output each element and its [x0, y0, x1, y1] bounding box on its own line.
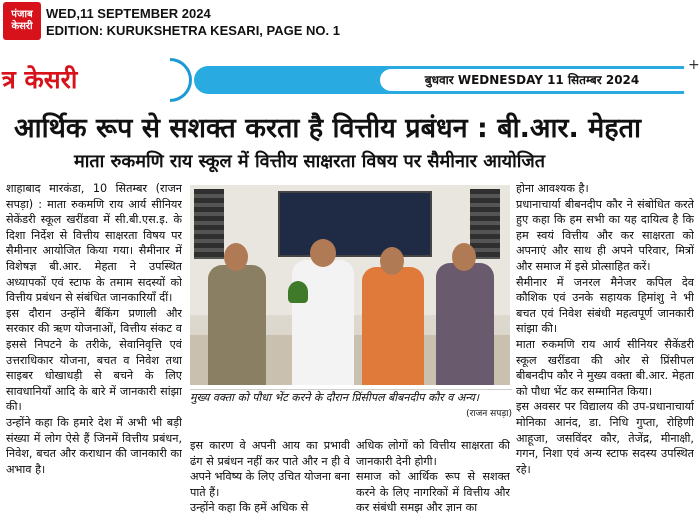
paragraph: प्रधानाचार्या बीबनदीप कौर ने संबोधित करते हुए कहा कि हम सभी का यह दायित्व है कि हम स्वयं वित्तीय और कर साक्षरता को अपनाएं और साथ ही अपने परिवार, मित्रों और समाज में इसे प्रोत्साहित करें।	[516, 197, 694, 273]
article-headline: आर्थिक रूप से सशक्त करता है वित्तीय प्रबंधन : बी.आर. मेहता	[14, 113, 642, 144]
photo-head	[224, 243, 248, 271]
masthead-arc	[170, 58, 192, 102]
paragraph: माता रुकमणि राय आर्य सीनियर सैकेंडरी स्कूल खरींडवा की ओर से प्रिंसीपल बीबनदीप कौर ने मुख्य वक्ता बी.आर. मेहता को पौधा भेंट कर सम्मानित किया।	[516, 337, 694, 398]
logo-text: पंजाब केसरी	[11, 9, 33, 32]
photo-person	[292, 260, 354, 385]
paragraph: होना आवश्यक है।	[516, 182, 589, 195]
paragraph: उन्होंने कहा कि हमें अधिक से	[190, 501, 309, 515]
photo-credit: (राजन सपड़ा)	[466, 409, 512, 419]
article-column-3	[356, 438, 510, 523]
article-column-2	[190, 438, 350, 523]
article-column-4	[516, 181, 694, 521]
paragraph: उन्होंने कहा कि हमारे देश में अभी भी बड़ी संख्या में लोग ऐसे हैं जिनमें वित्तीय प्रबंधन, निवेश, बचत और कराधान की जानकारी का अभाव है।	[6, 415, 182, 476]
photo-person	[436, 263, 494, 385]
clipping-date: WED,11 SEPTEMBER 2024	[46, 6, 211, 21]
article-column-1	[6, 181, 182, 521]
article-subheadline: माता रुकमणि राय स्कूल में वित्तीय साक्षरता विषय पर सैमीनार आयोजित	[74, 151, 546, 172]
clipping-edition: EDITION: KURUKSHETRA KESARI, PAGE NO. 1	[46, 23, 340, 38]
paragraph: अधिक लोगों को वित्तीय साक्षरता की जानकारी देनी होगी।	[356, 439, 510, 468]
article-photo	[190, 185, 510, 385]
photo-blinds	[194, 189, 224, 259]
masthead-date: बुधवार WEDNESDAY 11 सितम्बर 2024	[380, 69, 684, 91]
photo-screen	[278, 191, 432, 257]
masthead-brand: त्र केसरी	[0, 58, 174, 102]
paragraph: समाज को आर्थिक रूप से सशक्त करने के लिए नागरिकों में वित्तीय और कर संबंधी समझ और ज्ञान का	[356, 470, 510, 515]
masthead	[0, 58, 700, 102]
photo-head	[380, 247, 404, 275]
photo-caption	[190, 389, 512, 434]
paragraph: सैमीनार में जनरल मैनेजर कपिल देव कौशिक एवं उनके सहायक हिमांशु ने भी बचत एवं निवेश संबंधी महत्वपूर्ण जानकारी सांझा की।	[516, 275, 694, 336]
photo-person	[208, 265, 266, 385]
photo-blinds	[470, 189, 500, 259]
crop-mark-icon: +	[688, 57, 700, 73]
photo-caption-text: मुख्य वक्ता को पौधा भेंट करने के दौरान प्रिंसीपल बीबनदीप कौर व अन्य।	[190, 391, 480, 404]
photo-head	[452, 243, 476, 271]
paragraph: इस अवसर पर विद्यालय की उप-प्रधानाचार्या मोनिका आनंद, डा. निधि गुप्ता, रोहिणी आहूजा, जसविंदर कौर, तेजेंद्र, मीनाक्षी, गगन, निशा एवं अन्य स्टाफ सदस्य उपस्थित रहे।	[516, 400, 694, 476]
clipping-header	[0, 0, 700, 44]
paragraph: शाहाबाद मारकंडा, 10 सितम्बर (राजन सपड़ा) : माता रुकमणि राय आर्य सीनियर सेकेंडरी स्कूल खरींडवा में सी.बी.एस.इ. के दिशा निर्देश से वित्तीय साक्षरता विषय पर सैमीनार आयोजित किया गया। सैमीनार में विशेषज्ञ बी.आर. मेहता ने उपस्थित अध्यापकों एवं स्टाफ के तमाम सदस्यों को वित्तीय प्रबंधन से संबंधित जानकारियाँ दीं।	[6, 182, 182, 305]
newspaper-logo	[3, 2, 41, 40]
plant-gift	[288, 281, 308, 303]
paragraph: इस कारण वे अपनी आय का प्रभावी ढंग से प्रबंधन नहीं कर पाते और न ही वे अपने भविष्य के लिए उचित योजना बना पाते हैं।	[190, 439, 350, 499]
photo-head	[310, 239, 336, 267]
paragraph: इस दौरान उन्होंने बैंकिंग प्रणाली और सरकार की ऋण योजनाओं, वित्तीय संकट व इससे निपटने के तरीके, सेवानिवृत्ति एवं उत्तराधिकार योजना, बचत व निवेश तथा साइबर धोखाधड़ी से बचने के लिए सावधानियाँ आदि के बारे में जानकारी सांझा की।	[6, 306, 182, 414]
clipping-meta	[46, 5, 340, 39]
photo-person	[362, 267, 424, 385]
